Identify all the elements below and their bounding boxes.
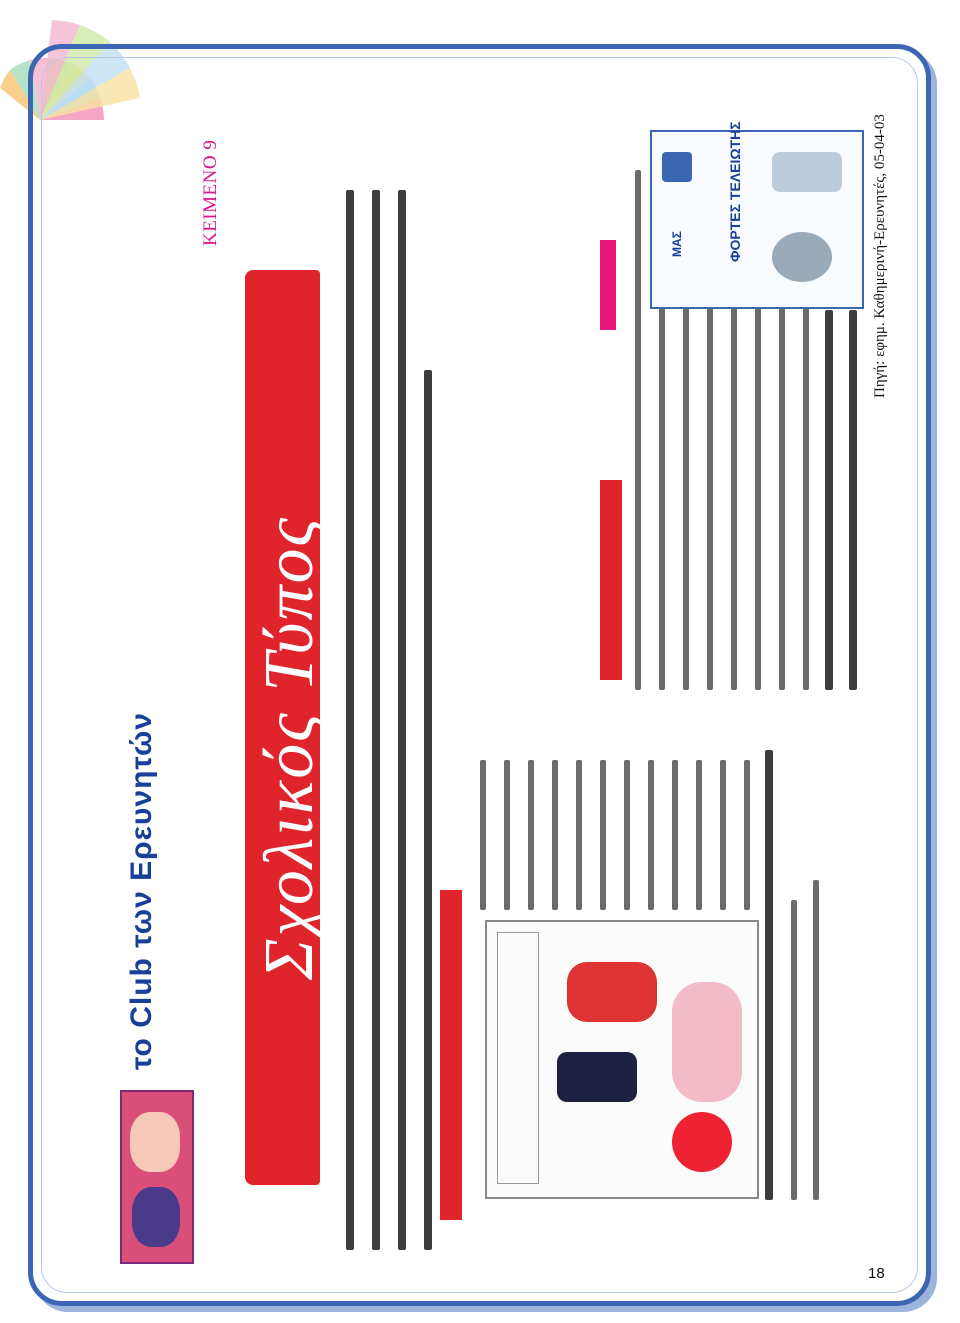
scanned-article [110,121,880,1290]
masthead: το Club των Ερευνητών [125,712,158,1070]
left-body-text [480,760,750,910]
newsletter-inset [650,121,864,309]
right-signature [825,310,865,690]
headline: Σχολικός Τύπος [251,516,328,980]
kids-photo [120,1090,194,1264]
page-number: 18 [868,1265,885,1282]
accent-bar [600,240,616,330]
comic-image [485,920,759,1199]
inset-title: ΦΟΡΤΕΣ ΤΕΛΕΙΩΤΗΣ [727,121,743,262]
source-caption: Πηγή: εφημ. Καθημερινή-Ερευνητές, 05-04-03 [872,114,888,398]
subheader-bar-right [600,480,622,680]
subheader-bar-left [440,890,462,1220]
left-signature [765,750,825,1200]
inset-brand: ΜΑΣ [670,231,684,257]
section-kicker: ΚΕΙΜΕΝΟ 9 [200,139,221,246]
